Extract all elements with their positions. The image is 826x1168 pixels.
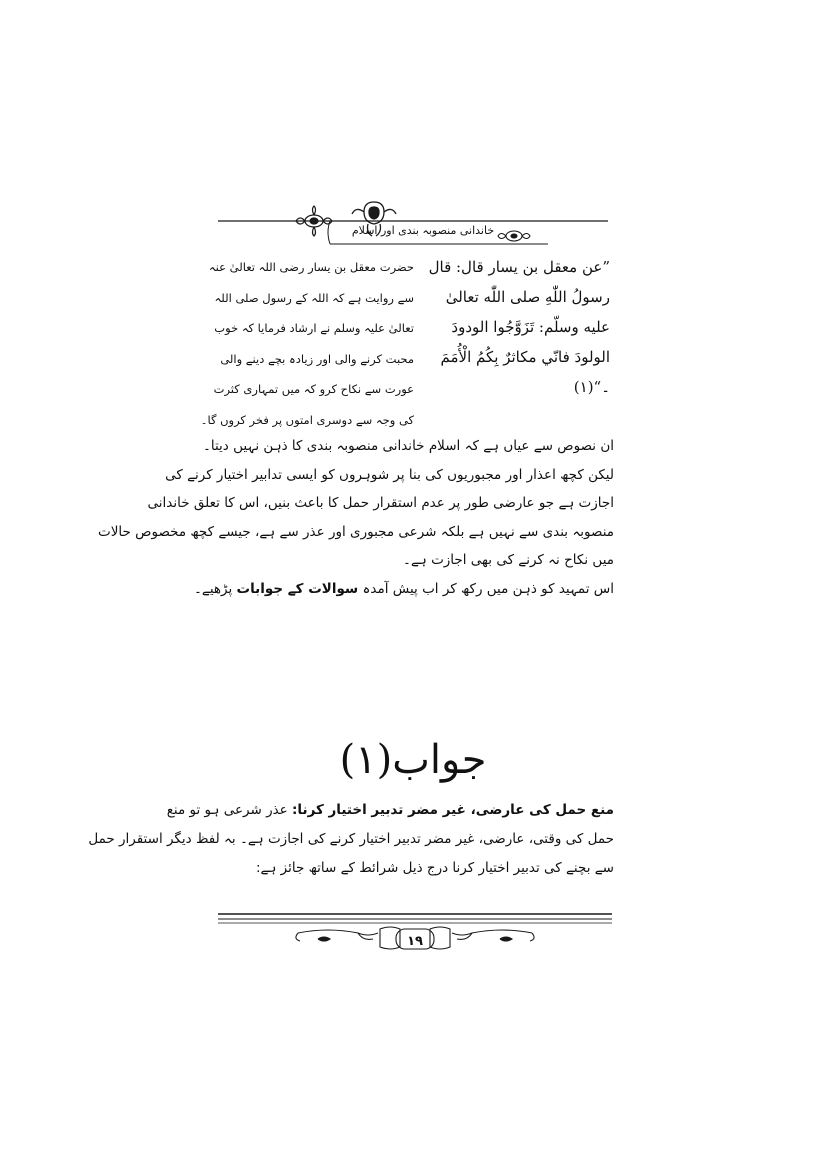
header-ornament [218,200,608,246]
answer-paragraph [88,796,614,883]
answer-first-rest: عذر شرعی ہو تو منع [166,802,293,818]
arabic-line: ”عن معقل بن يسار قال: قال [428,258,610,276]
translation-line: محبت کرنے والی اور زیادہ بچے دینے والی [220,351,414,366]
answer-line: حمل کی وقتی، عارضی، غیر مضر تدبیر اختیار کرنے کی اجازت ہے۔ بہ لفظ دیگر استقرار حمل [88,831,614,847]
page-header [218,200,608,246]
translation-line: عورت سے نکاح کرو کہ میں تمہاری کثرت [213,382,414,396]
body-last-line [194,575,614,604]
answer-first-line [166,796,614,825]
translation-line: تعالیٰ علیہ وسلم نے ارشاد فرمایا کہ خوب [214,321,414,335]
translation-line: حضرت معقل بن یسار رضی اللہ تعالیٰ عنہ [208,260,414,274]
translation-line: کی وجہ سے دوسری امتوں پر فخر کروں گا۔ [200,412,414,427]
arabic-line: ۔“(۱) [573,378,610,396]
body-line: میں نکاح نہ کرنے کی بھی اجازت ہے۔ [403,552,614,568]
answer-heading: جواب(۱) [339,737,487,783]
hadith-arabic-text [428,252,610,402]
footer-ornament [218,907,612,957]
page-number: ۱۹ [407,934,423,949]
body-line: اجازت ہے جو عارضی طور پر عدم استقرار حمل کا باعث بنیں، اس کا تعلق خاندانی [147,495,614,511]
hadith-translation [200,252,414,435]
page-footer [218,907,612,957]
body-line: لیکن کچھ اعذار اور مجبوریوں کی بنا پر شوہروں کو ایسی تدابیر اختیار کرنے کی [165,466,614,483]
running-title: خاندانی منصوبہ بندی اور اسلام [351,224,495,237]
arabic-line: عليه وسلّم: تَزَوَّجُوا الودودَ [451,318,610,336]
body-last-prefix: اس تمہید کو ذہن میں رکھ کر اب پیش آمدہ [358,580,614,597]
body-bold-phrase: سوالات کے جوابات [236,580,359,597]
body-line: منصوبہ بندی سے نہیں ہے بلکہ شرعی مجبوری اور عذر سے ہے، جیسے کچھ مخصوص حالات [97,523,614,540]
translation-line: سے روایت ہے کہ اللہ کے رسول صلی اللہ [214,290,414,305]
answer-bold-phrase: منع حمل کی عارضی، غیر مضر تدبیر اختیار کرنا: [292,802,614,818]
arabic-line: رسولُ اللّٰهِ صلى اللّٰه تعالىٰ [445,288,610,306]
body-last-suffix: پڑھیے۔ [194,580,237,597]
body-line: ان نصوص سے عیاں ہے کہ اسلام خاندانی منصوبہ بندی کا ذہن نہیں دیتا۔ [202,438,614,454]
answer-line: سے بچنے کی تدبیر اختیار کرنا درج ذیل شرائط کے ساتھ جائز ہے: [255,860,614,876]
arabic-line: الولودَ فانّي مكاثرٌ بِكُمُ الْأُمَمَ [440,348,610,366]
body-paragraphs [97,432,614,603]
